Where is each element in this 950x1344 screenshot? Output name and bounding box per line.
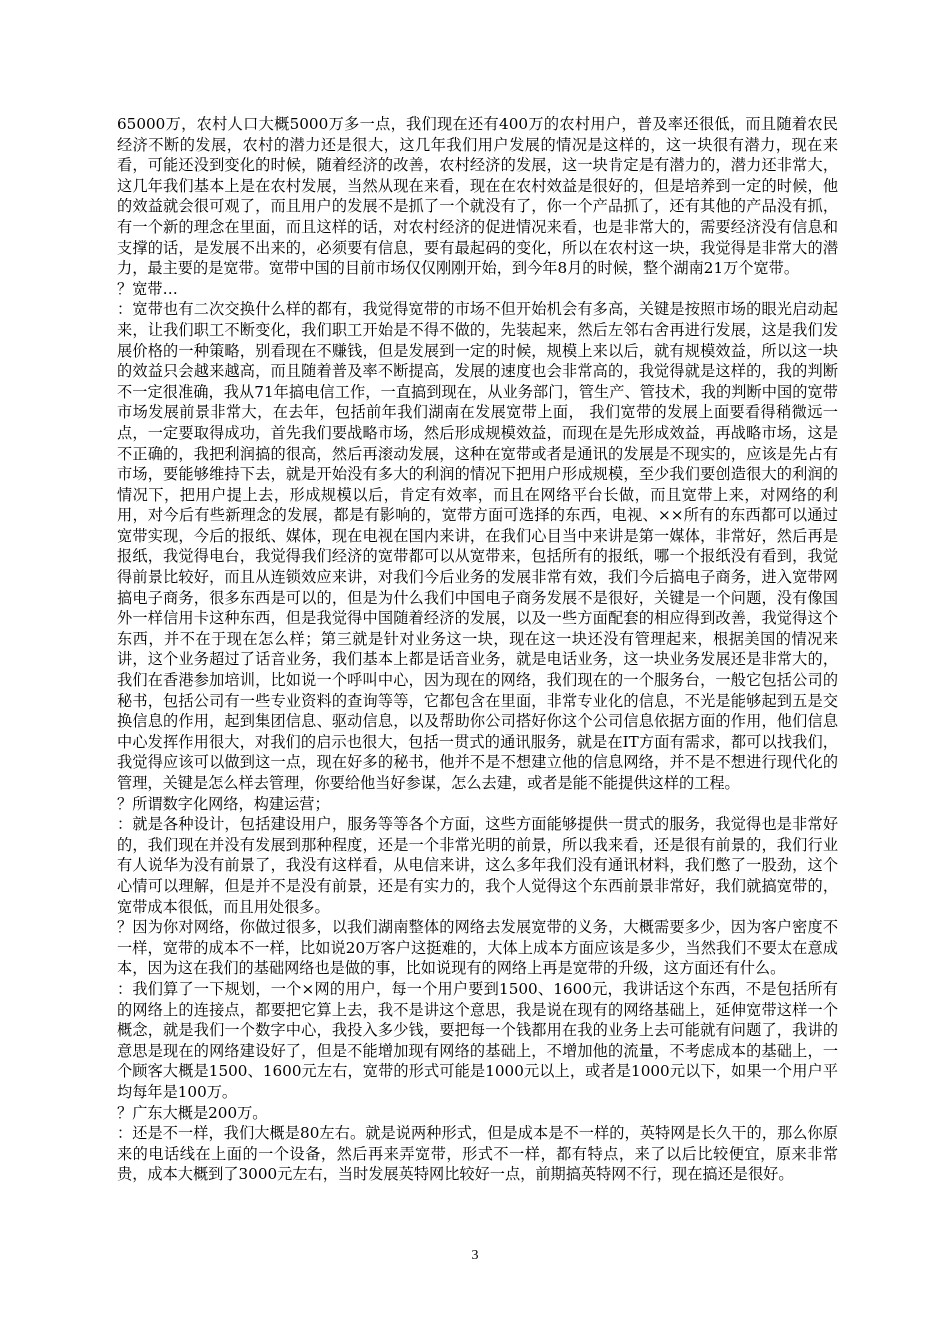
question-guangdong: ？广东大概是200万。 [117,1103,268,1122]
document-body [117,114,838,1185]
answer-guangdong: ：还是不一样，我们大概是80左右。就是说两种形式，但是成本是不一样的，英特网是长久干的，那么你原来的电话线在上面的一个设备，然后再来弄宽带，形式不一样，都有特点，来了以后比较便宜，原来非常贵，成本大概到了3000元左右，当时发展英特网比较好一点，前期搞英特网不行，现在搞还是很好。 [117,1124,838,1184]
question-digital-network: ？所谓数字化网络，构建运营； [117,794,330,813]
question-broadband: ？宽带… [117,279,178,298]
answer-network-cost: ：我们算了一下规划，一个×网的用户，每一个用户要到1500、1600元，我讲话这个东西，不是包括所有的网络上的连接点，都要把它算上去，我不是讲这个意思，我是说在现有的网络基础上，延伸宽带这样一个概念，就是我们一个数字中心，我投入多少钱，要把每一个钱都用在我的业务上去可能就有问题了，我讲的意思是现在的网络建设好了，但是不能增加现有网络的基础上，不增加他的流量，不考虑成本的基础上，一个顾客大概是1500、1600元左右，宽带的形式可能是1000元以上，或者是1000元以下，如果一个用户平均每年是100万。 [117,979,838,1101]
page-number: 3 [471,1248,479,1263]
question-network-cost: ？因为你对网络，你做过很多，以我们湖南整体的网络去发展宽带的义务，大概需要多少，因为客户密度不一样，宽带的成本不一样，比如说20万客户这挺难的，大体上成本方面应该是多少，当然我们不要太在意成本，因为这在我们的基础网络也是做的事，比如说现有的网络上再是宽带的升级，这方面还有什么。 [117,918,838,978]
paragraph-rural-market: 65000万，农村人口大概5000万多一点，我们现在还有400万的农村用户，普及率还很低，而且随着农民经济不断的发展，农村的潜力还是很大，这几年我们用户发展的情况是这样的，这一块很有潜力，现在来看，可能还没到变化的时候，随着经济的改善，农村经济的发展，这一块肯定是有潜力的，潜力还非常大，这几年我们基本上是在农村发展，当然从现在来看，现在在农村效益是很好的，但是培养到一定的时候，他的效益就会很可观了，而且用户的发展不是抓了一个就没有了，你一个产品抓了，还有其他的产品没有抓，有一个新的理念在里面，而且这样的话，对农村经济的促进情况来看，也是非常大的，需要经济没有信息和支撑的话，是发展不出来的，必须要有信息，要有最起码的变化，所以在农村这一块，我觉得是非常大的潜力，最主要的是宽带。宽带中国的目前市场仅仅刚刚开始，到今年8月的时候，整个湖南21万个宽带。 [117,115,838,278]
answer-digital-network: ：就是各种设计，包括建设用户，服务等等各个方面，这些方面能够提供一贯式的服务，我觉得也是非常好的，我们现在并没有发展到那种程度，还是一个非常光明的前景，所以我来看，还是很有前景的，我们行业有人说华为没有前景了，我没有这样看，从电信来讲，这么多年我们没有通讯材料，我们憋了一股劲，这个心情可以理解，但是并不是没有前景，还是有实力的，我个人觉得这个东西前景非常好，我们就搞宽带的，宽带成本很低，而且用处很多。 [117,815,838,916]
answer-broadband-market: ：宽带也有二次交换什么样的都有，我觉得宽带的市场不但开始机会有多高，关键是按照市场的眼光启动起来，让我们职工不断变化，我们职工开始是不得不做的，先装起来，然后左邻右舍再进行发展，这是我们发展价格的一种策略，别看现在不赚钱，但是发展到一定的时候，规模上来以后，就有规模效益，所以这一块的效益只会越来越高，而且随着普及率不断提高，发展的速度也会非常高的，我觉得就是这样的，我的判断不一定很准确，我从71年搞电信工作，一直搞到现在，从业务部门，管生产、管技术，我的判断中国的宽带市场发展前景非常大，在去年，包括前年我们湖南在发展宽带上面， 我们宽带的发展上面要看得稍微远一点，一定要取得成功，首先我们要战略市场，然后形成规模效益，而现在是先形成效益，再战略市场，这是不正确的，我把利润搞的很高，然后再滚动发展，这种在宽带或者是通讯的发展是不现实的，应该是先占有市场，要能够维持下去，就是开始没有多大的利润的情况下把用户形成规模，至少我们要创造很大的利润的情况下，把用户提上去，形成规模以后，肯定有效率，而且在网络平台长做，而且宽带上来，对网络的利用，对今后有些新理念的发展，都是有影响的，宽带方面可选择的东西，电视、××所有的东西都可以通过宽带实现，今后的报纸、媒体，现在电视在国内来讲，在我们心目当中来讲是第一媒体，非常好，然后再是报纸，我觉得电台，我觉得我们经济的宽带都可以从宽带来，包括所有的报纸，哪一个报纸没有看到，我觉得前景比较好，而且从连锁效应来讲，对我们今后业务的发展非常有效，我们今后搞电子商务，进入宽带网搞电子商务，很多东西是可以的，但是为什么我们中国电子商务发展不是很好，关键是一个问题，没有像国外一样信用卡这种东西，但是我觉得中国随着经济的发展，以及一些方面配套的相应得到改善，我觉得这个东西，并不在于现在怎么样；第三就是针对业务这一块，现在这一块还没有管理起来，根据美国的情况来讲，这个业务超过了话音业务，我们基本上都是话音业务，就是电话业务，这一块业务发展还是非常大的，我们在香港参加培训，比如说一个呼叫中心，因为现在的网络，我们现在的一个服务台，一般它包括公司的秘书，包括公司有一些专业资料的查询等等，它都包含在里面，非常专业化的信息，不光是能够起到五是交换信息的作用，起到集团信息、驱动信息，以及帮助你公司搭好你这个公司信息依据方面的作用，他们信息中心发挥作用很大，对我们的启示也很大，包括一贯式的通讯服务，就是在IT方面有需求，都可以找我们，我觉得应该可以做到这一点，现在好多的秘书，他并不是不想建立他的信息网络，并不是不想进行现代化的管理，关键是怎么样去管理，你要给他当好参谋，怎么去建，或者是能不能提供这样的工程。 [117,300,838,792]
